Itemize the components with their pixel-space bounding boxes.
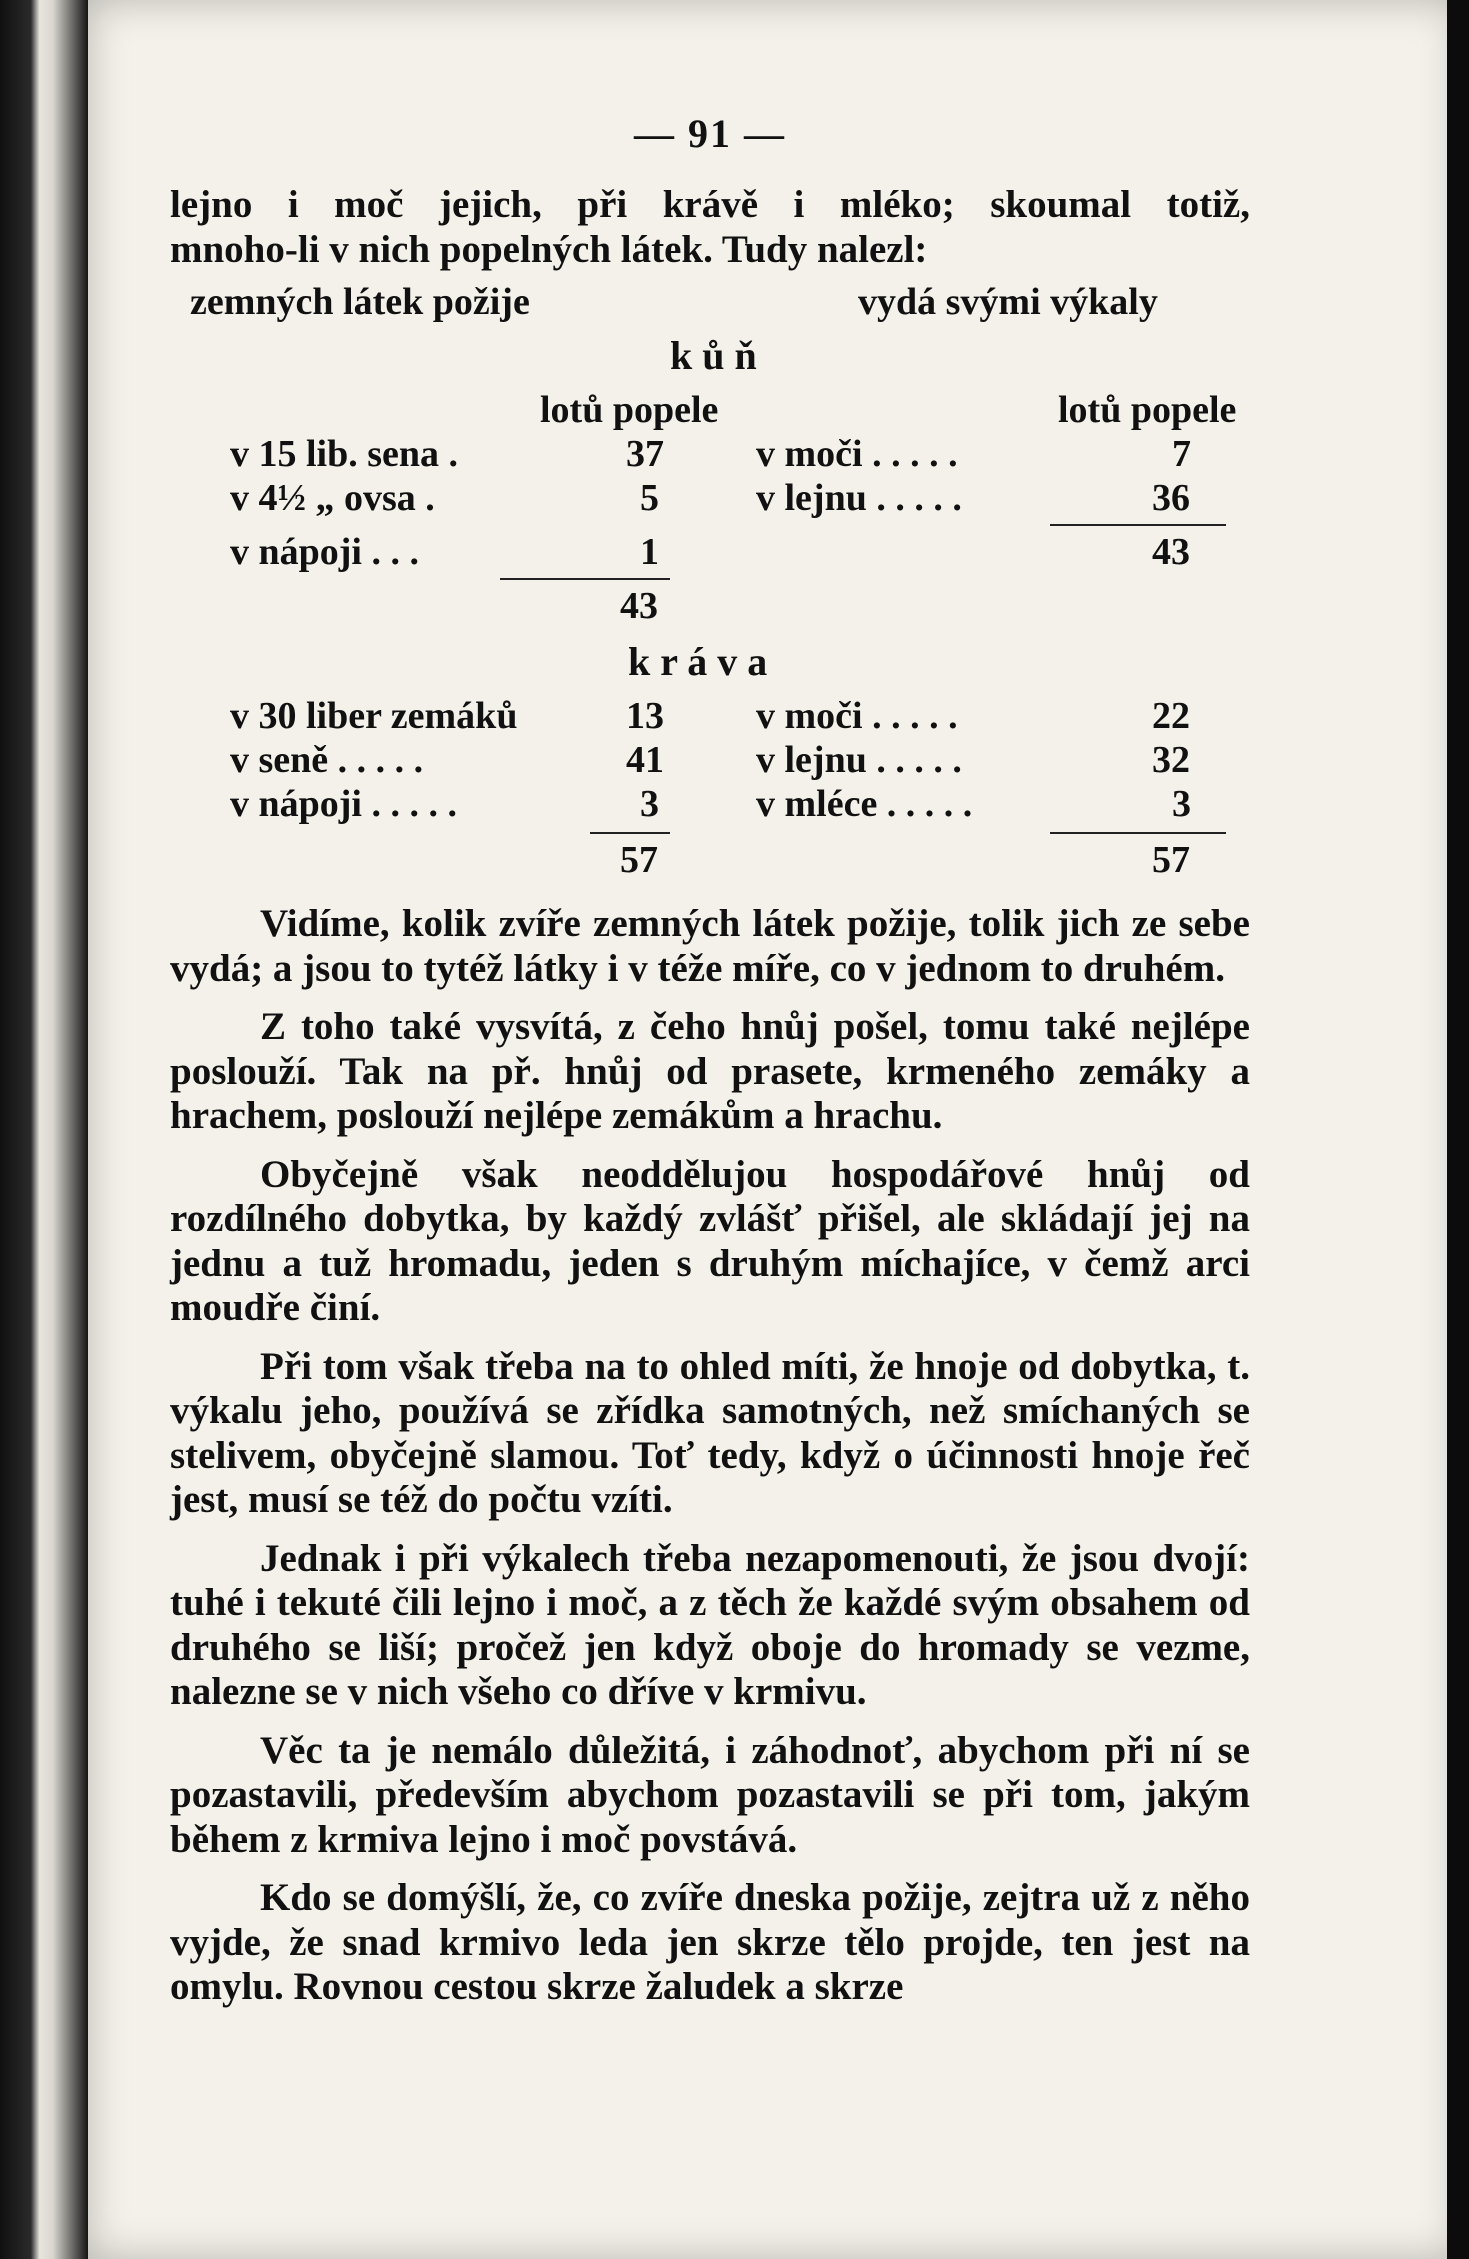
kun-row-right-value: 36 [1152,477,1190,519]
krava-total-right: 57 [1152,839,1190,881]
page-number: — 91 — [634,111,786,156]
paragraph: Jednak i při výkalech třeba nezapomenouti, že jsou dvojí: tuhé i tekuté čili lejno i moč, a z těch že každé svým obsahem od druhého se liší; pročež jen když oboje do hromady se vezme, nalezne se v nich všeho co dříve v krmivu. [170,1536,1250,1713]
kun-row-left-value: 5 [640,477,659,519]
paragraph: Věc ta je nemálo důležitá, i záhodnoť, abychom při ní se pozastavili, především abychom pozastavili se při tom, jakým během z krmiva lejno i moč povstává. [170,1728,1250,1861]
krava-row-left: v seně . . . . . [230,739,424,781]
krava-right-sum-rule [1050,832,1226,834]
kun-row-left: v 4½ „ ovsa . [230,477,435,519]
paragraph: Při tom však třeba na to ohled míti, že hnoje od dobytka, t. výkalu jeho, používá se zřídka samotných, než smíchaných se stelivem, obyčejně slamou. Toť tedy, když o účinnosti hnoje řeč jest, musí se též do počtu vzíti. [170,1344,1250,1521]
paragraph: Obyčejně však neoddělujou hospodářové hnůj od rozdílného dobytka, by každý zvlášť přišel, ale skládají jej na jednu a tuž hromadu, jeden s druhým míchajíce, v čemž arci moudře činí. [170,1152,1250,1329]
krava-row-left: v 30 liber zemáků [230,695,518,737]
scan-border [1447,0,1469,2259]
krava-total-left: 57 [620,839,658,881]
paragraph: Kdo se domýšlí, že, co zvíře dneska požije, zejtra už z něho vyjde, že snad krmivo leda jen skrze tělo projde, ten jest na omylu. Rovnou cestou skrze žaludek a skrze [170,1876,1250,2008]
kun-row-left-value: 37 [626,433,664,475]
kun-row-right-value: 7 [1172,433,1191,475]
col-right-header: vydá svými výkaly [858,281,1158,323]
krava-row-left-value: 41 [626,739,664,781]
krava-row-left-value: 13 [626,695,664,737]
paragraph: Z toho také vysvítá, z čeho hnůj pošel, tomu také nejlépe poslouží. Tak na př. hnůj od prasete, krmeného zemáky a hrachem, poslouží nejlépe zemákům a hrachu. [170,1005,1250,1137]
unit-header-right: lotů popele [1058,389,1237,431]
intro-line-2: mnoho-li v nich popelných látek. Tudy nalezl: [170,227,928,271]
krava-row-left: v nápoji . . . . . [230,783,457,825]
col-left-header: zemných látek požije [190,281,530,323]
book-gutter [0,0,88,2259]
krava-row-right: v moči . . . . . [756,695,958,737]
kun-total: 43 [620,585,658,627]
intro-line-1: lejno i moč jejich, při krávě i mléko; skoumal totiž, [170,183,1250,226]
krava-row-right: v lejnu . . . . . [756,739,962,781]
krava-row-right: v mléce . . . . . [756,783,973,825]
krava-row-right-value: 22 [1152,695,1190,737]
paragraph: Vidíme, kolik zvíře zemných látek požije, tolik jich ze sebe vydá; a jsou to tytéž látky i v téže míře, co v jednom to druhém. [170,902,1250,990]
krava-left-sum-rule [590,832,670,834]
krava-row-right-value: 32 [1152,739,1190,781]
section-title-kun: k ů ň [670,333,757,378]
kun-right-sum-rule [1050,524,1226,526]
unit-header-left: lotů popele [540,389,719,431]
kun-row-left: v nápoji . . . [230,531,419,573]
kun-row-right: v lejnu . . . . . [756,477,962,519]
kun-row-right: v moči . . . . . [756,433,958,475]
section-title-krava: k r á v a [628,639,768,684]
kun-row-left-value: 1 [640,531,659,573]
kun-row-left: v 15 lib. sena . [230,433,459,475]
ash-table [170,272,1250,902]
kun-left-sum-rule [500,578,670,580]
krava-row-right-value: 3 [1172,783,1191,825]
page-content [170,110,1250,2010]
krava-row-left-value: 3 [640,783,659,825]
kun-row-right-value: 43 [1152,531,1190,573]
